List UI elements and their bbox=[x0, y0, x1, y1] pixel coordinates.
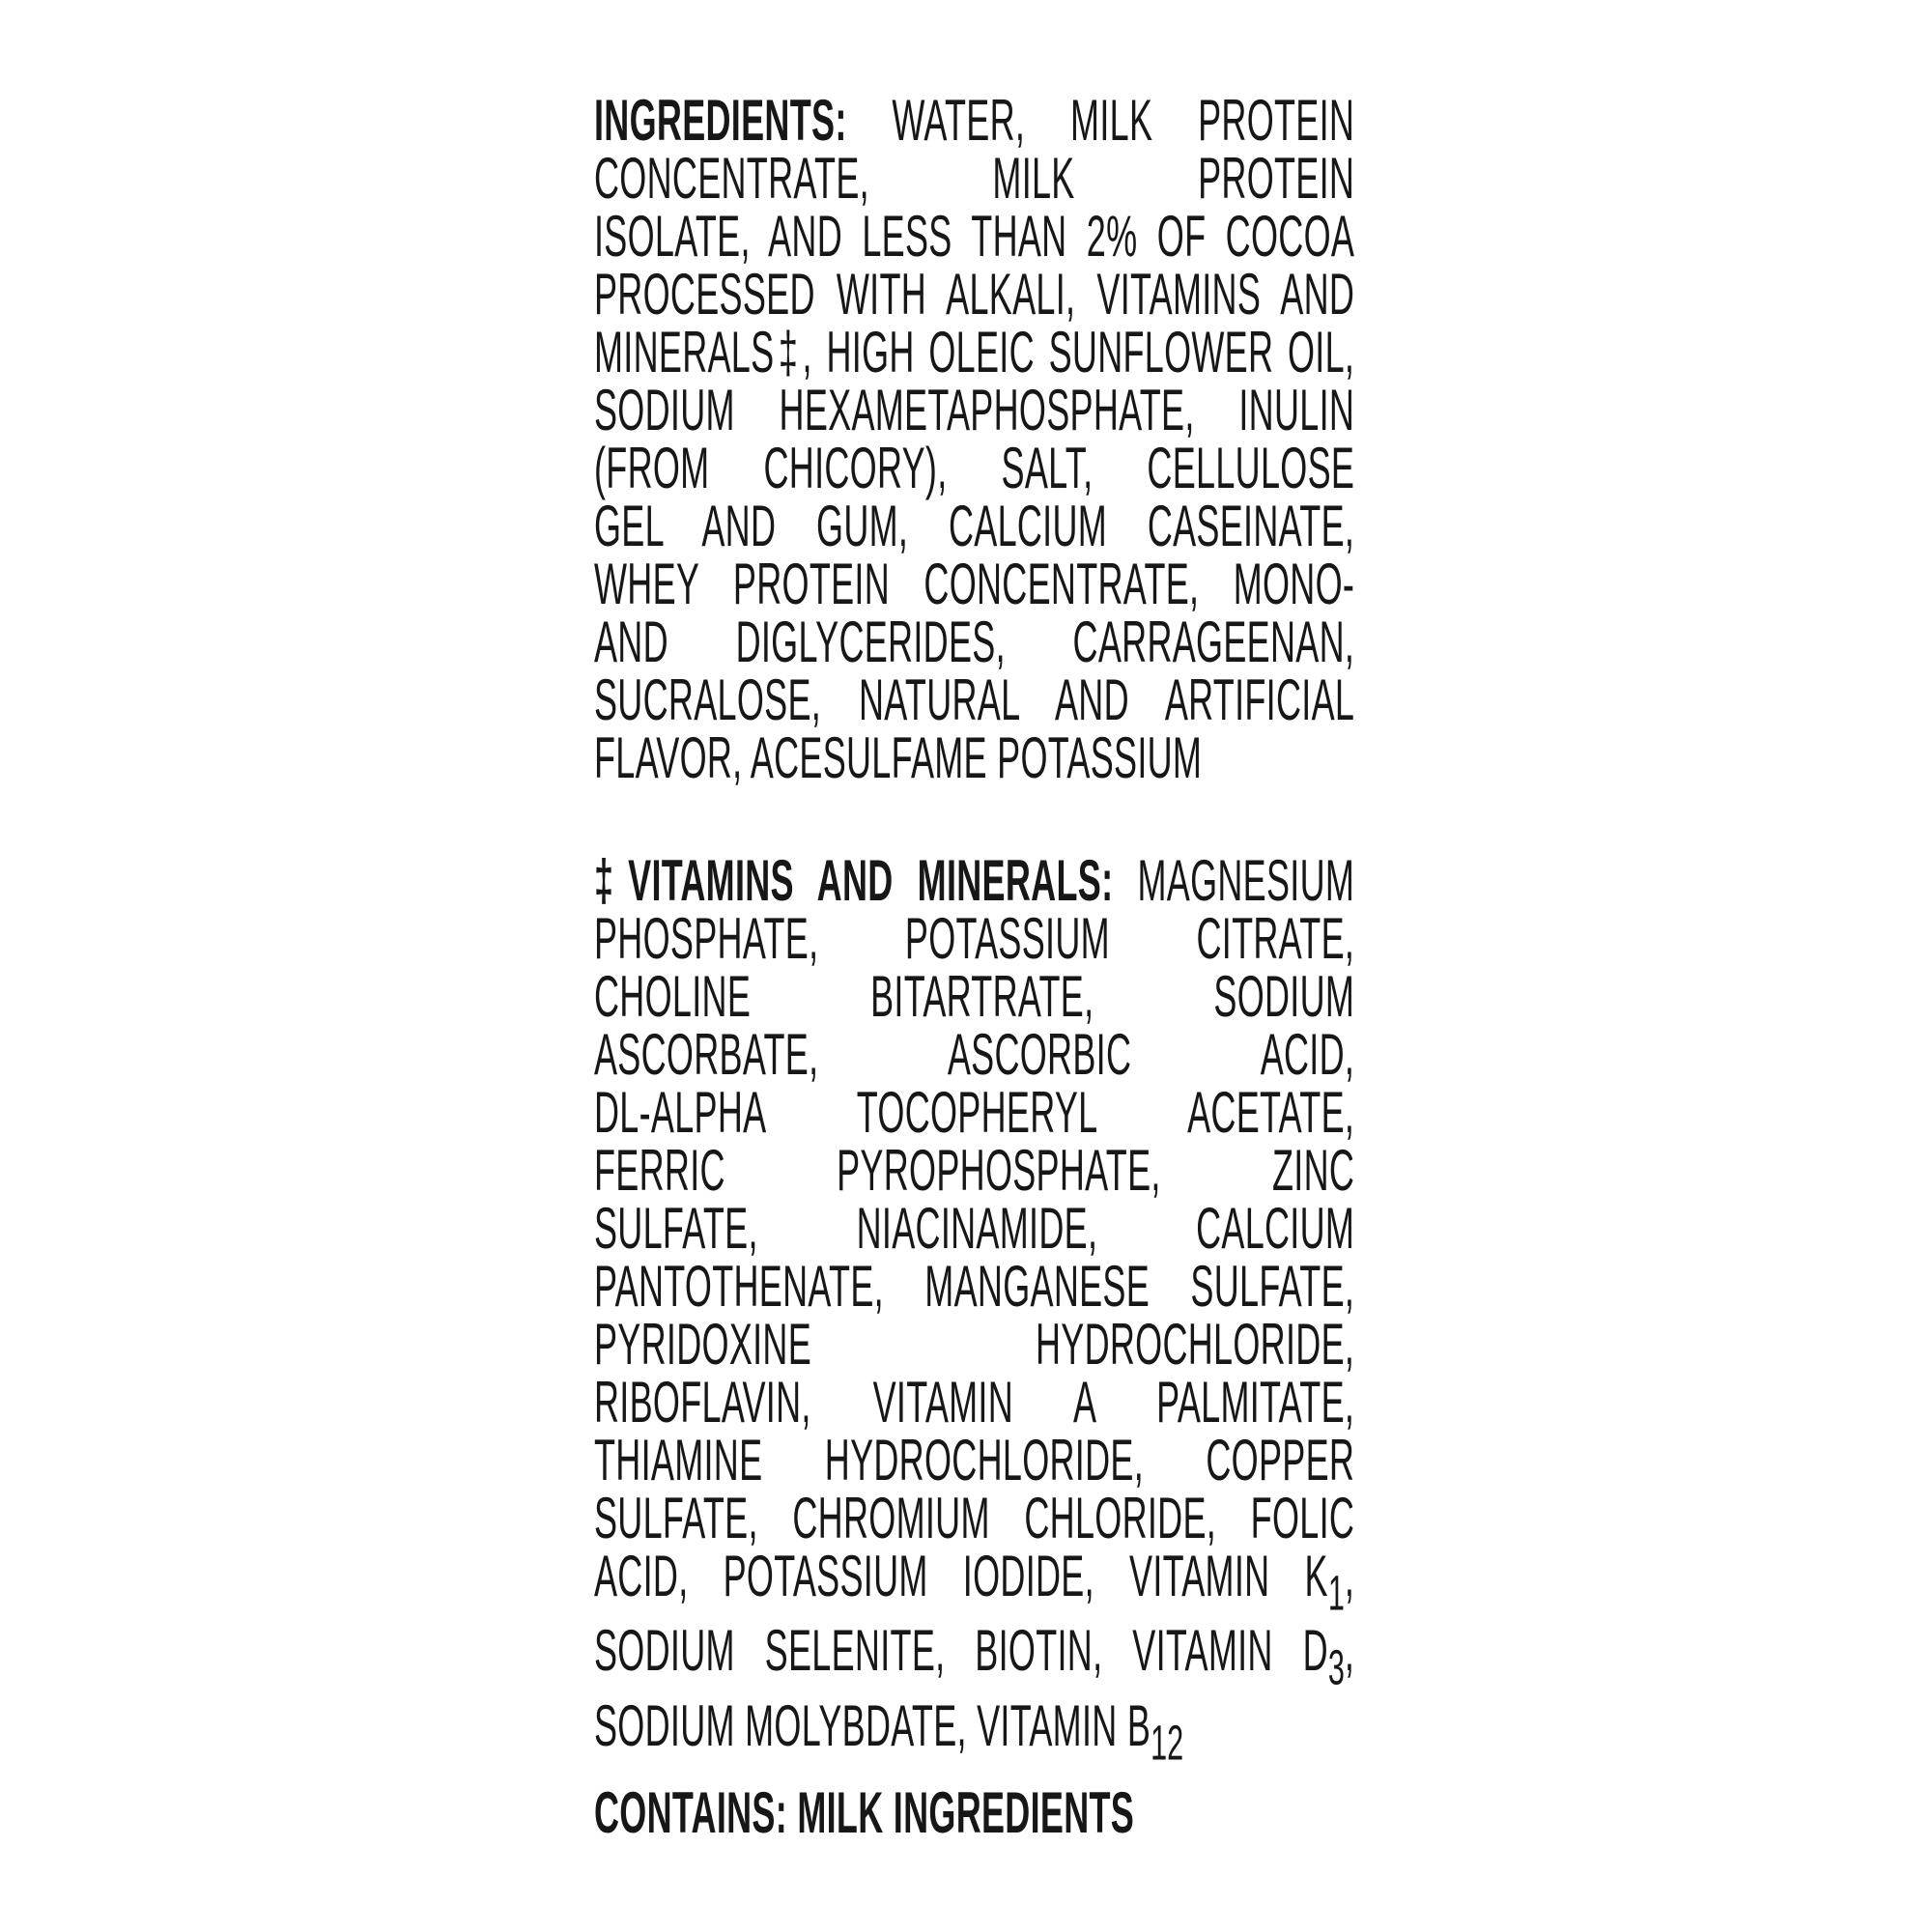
label-line bbox=[594, 552, 1355, 616]
label-line bbox=[594, 1022, 1355, 1087]
label-line bbox=[594, 1486, 1355, 1550]
subscript-text: 12 bbox=[1151, 1714, 1184, 1770]
label-line bbox=[594, 725, 1354, 790]
body-text: SODIUM SELENITE, BIOTIN, VITAMIN D bbox=[594, 1618, 1328, 1684]
label-line bbox=[594, 1780, 1354, 1845]
contains-statement bbox=[594, 1780, 1354, 1845]
label-line bbox=[594, 1254, 1355, 1319]
subscript-text: 3 bbox=[1327, 1639, 1345, 1695]
body-text: , bbox=[1344, 1618, 1355, 1684]
body-text: SUCRALOSE, NATURAL AND ARTIFICIAL bbox=[594, 668, 1355, 732]
body-text: SODIUM MOLYBDATE, VITAMIN B bbox=[594, 1692, 1151, 1758]
body-text: FERRIC PYROPHOSPHATE, ZINC bbox=[594, 1138, 1355, 1203]
label-line bbox=[594, 906, 1355, 971]
body-text: CONCENTRATE, MILK PROTEIN bbox=[594, 146, 1355, 211]
label-line bbox=[594, 320, 1355, 384]
body-text: GEL AND GUM, CALCIUM CASEINATE, bbox=[594, 494, 1355, 558]
label-line bbox=[594, 436, 1355, 500]
label-line bbox=[594, 1370, 1355, 1435]
label-line bbox=[594, 262, 1355, 327]
body-text: PYRIDOXINE HYDROCHLORIDE, bbox=[594, 1312, 1355, 1377]
body-text: ACID, POTASSIUM IODIDE, VITAMIN K bbox=[594, 1544, 1328, 1608]
label-line bbox=[594, 1618, 1355, 1696]
body-text: PANTOTHENATE, MANGANESE SULFATE, bbox=[594, 1254, 1355, 1319]
body-text: SULFATE, CHROMIUM CHLORIDE, FOLIC bbox=[594, 1486, 1355, 1550]
label-line bbox=[594, 964, 1355, 1029]
bold-heading-text: INGREDIENTS: bbox=[594, 88, 847, 153]
label-line bbox=[594, 88, 1355, 153]
label-line bbox=[594, 1196, 1355, 1261]
body-text: MINERALS‡, HIGH OLEIC SUNFLOWER OIL, bbox=[594, 320, 1355, 384]
body-text: ASCORBATE, ASCORBIC ACID, bbox=[594, 1022, 1355, 1087]
body-text: SODIUM HEXAMETAPHOSPHATE, INULIN bbox=[594, 378, 1355, 442]
label-line bbox=[594, 1080, 1355, 1145]
label-line bbox=[594, 494, 1355, 558]
body-text: (FROM CHICORY), SALT, CELLULOSE bbox=[594, 436, 1355, 500]
body-text: WHEY PROTEIN CONCENTRATE, MONO- bbox=[594, 552, 1355, 616]
body-text: WATER, MILK PROTEIN bbox=[846, 88, 1355, 153]
label-line bbox=[594, 1544, 1355, 1622]
body-text: AND DIGLYCERIDES, CARRAGEENAN, bbox=[594, 610, 1355, 674]
label-line bbox=[594, 848, 1355, 913]
label-line bbox=[594, 204, 1355, 269]
body-text: SULFATE, NIACINAMIDE, CALCIUM bbox=[594, 1196, 1355, 1261]
label-line bbox=[594, 1428, 1355, 1492]
body-text: FLAVOR, ACESULFAME POTASSIUM bbox=[594, 725, 1203, 790]
label-line bbox=[594, 668, 1355, 732]
body-text: PROCESSED WITH ALKALI, VITAMINS AND bbox=[594, 262, 1355, 327]
label-line bbox=[594, 378, 1355, 442]
body-text: CHOLINE BITARTRATE, SODIUM bbox=[594, 964, 1355, 1029]
body-text: RIBOFLAVIN, VITAMIN A PALMITATE, bbox=[594, 1370, 1355, 1435]
body-text: PHOSPHATE, POTASSIUM CITRATE, bbox=[594, 906, 1355, 971]
subscript-text: 1 bbox=[1327, 1565, 1345, 1621]
body-text: , bbox=[1344, 1544, 1355, 1608]
bold-heading-text: CONTAINS: MILK INGREDIENTS bbox=[594, 1780, 1135, 1845]
ingredients-paragraph bbox=[594, 88, 1355, 790]
label-line bbox=[594, 1138, 1355, 1203]
label-line bbox=[594, 610, 1355, 674]
body-text: MAGNESIUM bbox=[1113, 848, 1355, 913]
body-text: THIAMINE HYDROCHLORIDE, COPPER bbox=[594, 1428, 1355, 1492]
label-line bbox=[594, 1312, 1355, 1377]
body-text: DL-ALPHA TOCOPHERYL ACETATE, bbox=[594, 1080, 1355, 1145]
label-line bbox=[594, 1692, 1354, 1772]
bold-heading-text: ‡VITAMINS AND MINERALS: bbox=[594, 848, 1114, 913]
label-line bbox=[594, 146, 1355, 211]
body-text: ISOLATE, AND LESS THAN 2% OF COCOA bbox=[594, 204, 1355, 269]
vitamins-minerals-paragraph bbox=[594, 848, 1355, 1772]
